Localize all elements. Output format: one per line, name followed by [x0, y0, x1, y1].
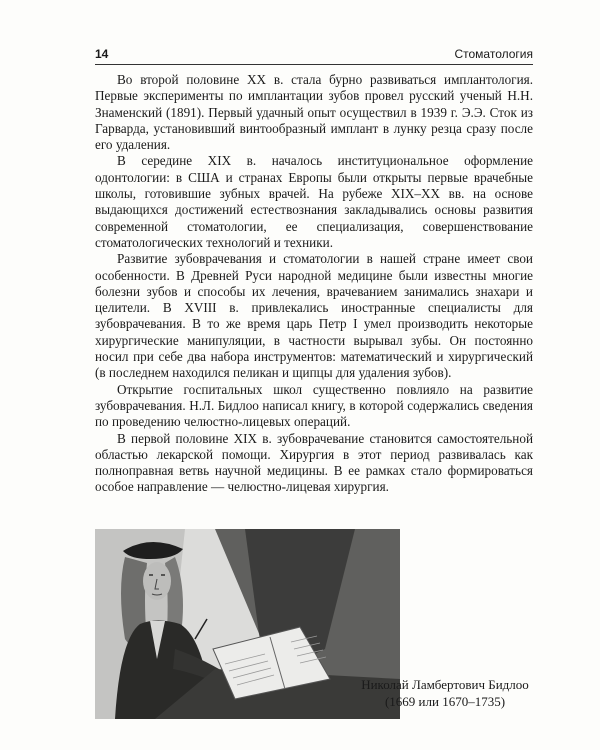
paragraph: Во второй половине XX в. стала бурно развиваться имплантология. Первые эксперименты по имплантации зубов провел русский ученый Н.Н. Знаменский (1891). Первый удачный опыт осуществил в 1939 г. Э.Э. Сток из Гарварда, установивший винтообразный имплант в лунку резца сразу после его удаления. — [95, 72, 533, 153]
caption-name: Николай Ламбертович Бидлоо — [361, 677, 529, 692]
body-text — [95, 72, 533, 496]
caption-dates: (1669 или 1670–1735) — [384, 694, 506, 709]
section-title: Стоматология — [454, 47, 533, 61]
figure-caption — [355, 676, 535, 710]
paragraph: Открытие госпитальных школ существенно повлияло на развитие зубоврачевания. Н.Л. Бидлоо написал книгу, в которой содержались сведения по проведению челюстно-лицевых операций. — [95, 381, 533, 430]
paragraph: Развитие зубоврачевания и стоматологии в нашей стране имеет свои особенности. В Древней Руси народной медицине были известны многие болезни зубов и способы их лечения, врачеванием занимались знахари и целители. В XVIII в. привлекались иностранные специалисты для зубоврачевания. В то же время царь Петр I умел производить некоторые хирургические манипуляции, в частности вырывал зубы. Он постоянно носил при себе два набора инструментов: математический и хирургический (в последнем находился пеликан и щипцы для удаления зубов). — [95, 251, 533, 381]
page-number: 14 — [95, 47, 109, 61]
paragraph: В первой половине XIX в. зубоврачевание становится самостоятельной областью лекарской помощи. Хирургия в этот период развивалась как полноправная ветвь научной медицины. В ее рамках стало формироваться особое направление — челюстно-лицевая хирургия. — [95, 430, 533, 495]
running-header — [95, 44, 533, 65]
paragraph: В середине XIX в. началось институциональное оформление одонтологии: в США и странах Европы были открыты первые врачебные школы, готовившие зубных врачей. На рубеже XIX–XX вв. на основе выдающихся достижений естествознания закладывались основы развития современной стоматологии, ее специализация, совершенствование стоматологических технологий и техники. — [95, 153, 533, 250]
